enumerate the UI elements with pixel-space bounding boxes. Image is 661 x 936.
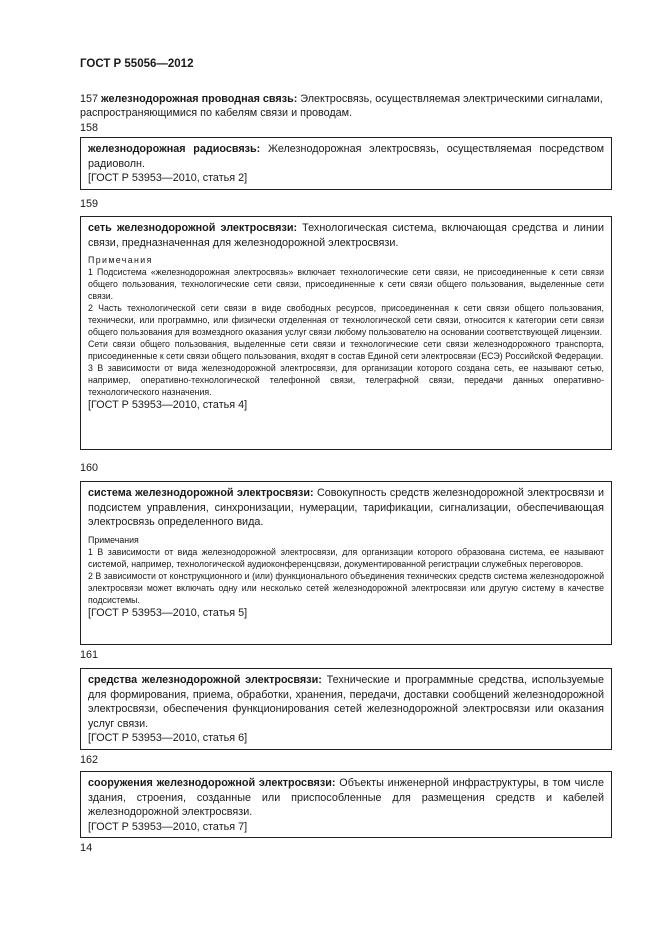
term-number: 161 xyxy=(80,649,99,661)
term-number: 157 xyxy=(80,93,99,105)
term-definition: Технологическая система, включающая средства и линии связи, предназначенная для железнодорожной электросвязи. xyxy=(88,222,604,249)
term-definition: Объекты инженерной инфраструктуры, в том числе здания, строения, созданные или приспособленные для размещения средств и кабелей железнодорожной электросвязи. xyxy=(88,777,604,818)
term-box-158 xyxy=(80,137,612,190)
term-source: [ГОСТ Р 53953—2010, статья 4] xyxy=(88,399,248,411)
note-item: 1 В зависимости от вида железнодорожной электросвязи, для организации которого образована система, ее называют системой, например, технологической аудиоконференцсвязи, документированной регистрации служебных переговоров. xyxy=(88,546,604,569)
term-definition: Технические и программные средства, используемые для формирования, приема, обработки, хранения, передачи, доставки сообщений железнодорожной электросвязи, обеспечения функционирования сетей железнодорожной электросвязи или оказания услуг связи. xyxy=(88,674,604,730)
notes xyxy=(88,534,604,606)
note-item: 1 Подсистема «железнодорожная электросвязь» включает технологические сети связи, не присоединенные к сети связи общего пользования, технологические сети связи, присоединенные к сети связи общего пользования, выделенные сети связи. xyxy=(88,267,604,301)
term-title: система железнодорожной электросвязи: xyxy=(88,487,314,499)
term-title: средства железнодорожной электросвязи: xyxy=(88,674,322,686)
page-number: 14 xyxy=(80,842,93,854)
notes-title: Примечания xyxy=(88,255,153,265)
term-title: сеть железнодорожной электросвязи: xyxy=(88,222,298,234)
notes-title: Примечания xyxy=(88,534,139,545)
term-number: 160 xyxy=(80,462,99,474)
term-title: железнодорожная радиосвязь: xyxy=(88,143,261,155)
term-source: [ГОСТ Р 53953—2010, статья 5] xyxy=(88,606,248,619)
note-item: Сети связи общего пользования, выделенные сети связи и технологические сети связи железнодорожного транспорта, присоединенные к сети связи общего пользования, входят в состав Единой сети электросвязи (ЕСЭ) Российской Федерации. xyxy=(88,339,604,361)
note-item: 3 В зависимости от вида железнодорожной электросвязи, для организации которого создана сеть, ее называют сетью, например, оперативно-технологической телефонной связи, телеграфной связи, передачи данных оперативно-технологического назначения. xyxy=(88,363,604,397)
term-definition: Электросвязь, осуществляемая электрическими сигналами, распространяющимися по кабелям связи и проводам. xyxy=(80,93,603,119)
term-number: 159 xyxy=(80,198,99,210)
term-box-160 xyxy=(80,481,612,645)
term-number: 162 xyxy=(80,754,99,766)
term-source: [ГОСТ Р 53953—2010, статья 7] xyxy=(88,820,248,833)
term-box-161 xyxy=(80,668,612,750)
term-title: железнодорожная проводная связь: xyxy=(101,93,298,105)
notes xyxy=(88,254,604,398)
term-definition: Железнодорожная электросвязь, осуществляемая посредством радиоволн. xyxy=(88,143,605,170)
term-title: сооружения железнодорожной электросвязи: xyxy=(88,777,336,789)
term-source: [ГОСТ Р 53953—2010, статья 6] xyxy=(88,732,248,744)
term-box-162 xyxy=(80,771,612,838)
term-box-159 xyxy=(80,216,612,450)
term-definition: Совокупность средств железнодорожной электросвязи и подсистем управления, синхронизации, нумерации, тарификации, сигнализации, обеспечивающая электросвязь определенного вида. xyxy=(88,487,605,528)
term-number: 158 xyxy=(80,122,99,134)
note-item: 2 Часть технологической сети связи в виде свободных ресурсов, присоединенная к сети связи общего пользования, технически, или программно, или физически отделенная от технологической сети связи, относится к категории сети связи общего пользования для возмездного оказания услуг связи любому пользователю на основании соответствующей лицензии. xyxy=(88,303,604,337)
term-157 xyxy=(80,92,614,120)
document-header: ГОСТ Р 55056—2012 xyxy=(80,58,194,70)
term-source: [ГОСТ Р 53953—2010, статья 2] xyxy=(88,172,248,184)
note-item: 2 В зависимости от конструкционного и (или) функционального объединения технических средств система железнодорожной электросвязи может включать одну или несколько сетей железнодорожной электросвязи или другую систему в качестве подсистемы. xyxy=(88,570,604,605)
